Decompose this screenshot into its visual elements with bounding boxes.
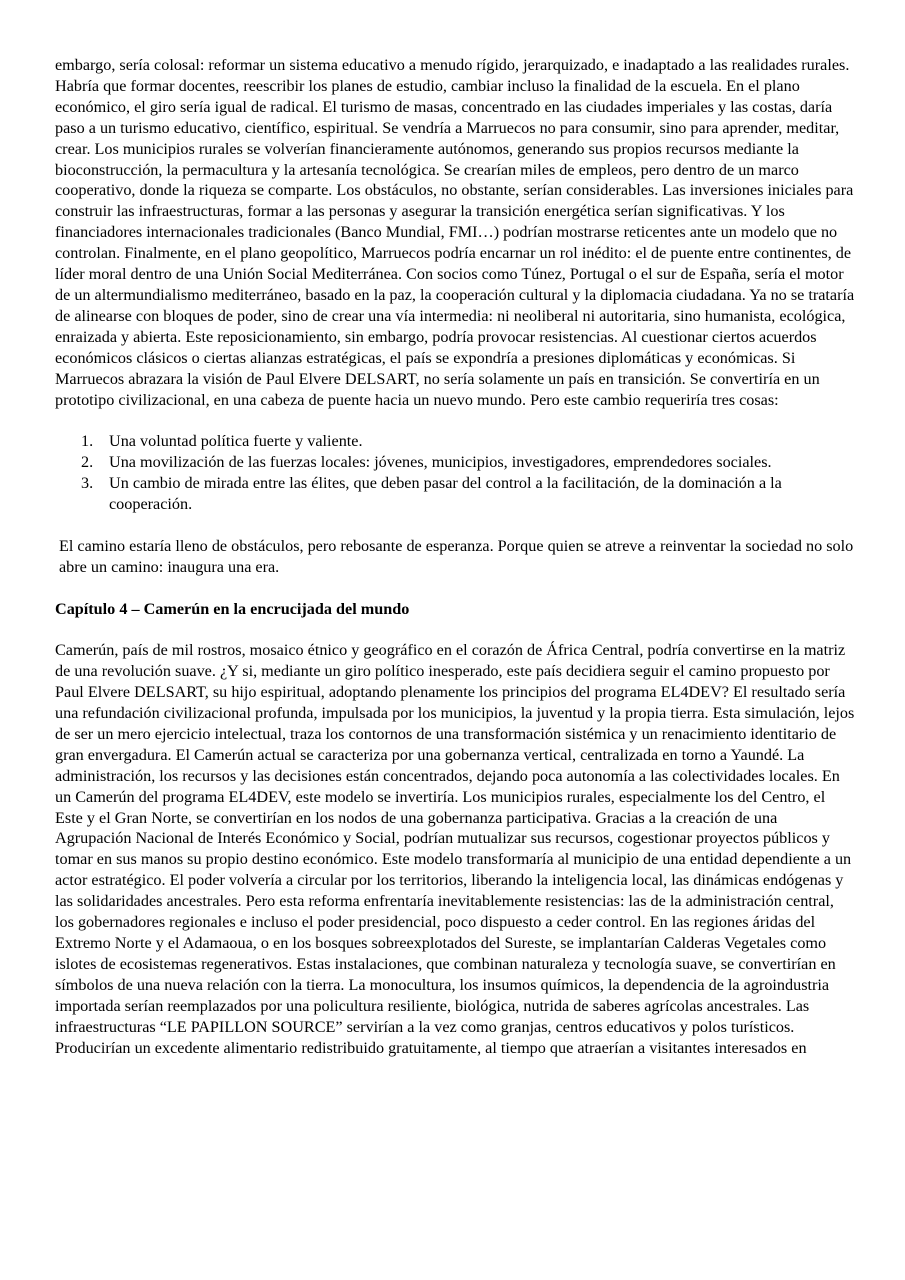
document-page [55,55,855,1058]
list-item [55,473,855,515]
spacer [55,619,855,640]
list-item-number: 1. [81,432,94,451]
list-item-text: Una movilización de las fuerzas locales: jóvenes, municipios, investigadores, emprendedores sociales. [109,453,772,472]
requirements-list [55,431,855,515]
list-item-text: Una voluntad política fuerte y valiente. [109,432,363,451]
closing-paragraph: El camino estaría lleno de obstáculos, pero rebosante de esperanza. Porque quien se atreve a reinventar la sociedad no solo abre un camino: inaugura una era. [59,536,854,576]
list-item-text: Un cambio de mirada entre las élites, que deben pasar del control a la facilitación, de la dominación a la cooperación. [109,474,782,514]
spacer [55,515,855,536]
list-item [55,452,855,473]
intro-paragraph: embargo, sería colosal: reformar un sistema educativo a menudo rígido, jerarquizado, e inadaptado a las realidades rurales. Habría que formar docentes, reescribir los planes de estudio, cambiar incluso la finalidad de la escuela. En el plano económico, el giro sería igual de radical. El turismo de masas, concentrado en las ciudades imperiales y las costas, daría paso a un turismo educativo, científico, espiritual. Se vendría a Marruecos no para consumir, sino para aprender, meditar, crear. Los municipios rurales se volverían financieramente autónomos, generando sus propios recursos mediante la bioconstrucción, la permacultura y la artesanía tecnológica. Se crearían miles de empleos, pero dentro de un marco cooperativo, donde la riqueza se comparte. Los obstáculos, no obstante, serían considerables. Las inversiones iniciales para construir las infraestructuras, formar a las personas y asegurar la transición energética serían significativas. Y los financiadores internacionales tradicionales (Banco Mundial, FMI…) podrían mostrarse reticentes ante un modelo que no controlan. Finalmente, en el plano geopolítico, Marruecos podría encarnar un rol inédito: el de puente entre continentes, de líder moral dentro de una Unión Social Mediterránea. Con socios como Túnez, Portugal o el sur de España, sería el motor de un altermundialismo mediterráneo, basado en la paz, la cooperación cultural y la diplomacia ciudadana. Ya no se trataría de alinearse con bloques de poder, sino de crear una vía intermedia: ni neoliberal ni autoritaria, sino humanista, ecológica, enraizada y abierta. Este reposicionamiento, sin embargo, podría provocar resistencias. Al cuestionar ciertos acuerdos económicos clásicos o ciertas alianzas estratégicas, el país se expondría a presiones diplomáticas y económicas. Si Marruecos abrazara la visión de Paul Elvere DELSART, no sería solamente un país en transición. Se convertiría en un prototipo civilizacional, en una cabeza de puente hacia un nuevo mundo. Pero este cambio requeriría tres cosas: [55,56,855,409]
spacer [55,410,855,431]
list-item-number: 3. [81,474,94,493]
chapter-paragraph: Camerún, país de mil rostros, mosaico étnico y geográfico en el corazón de África Central, podría convertirse en la matriz de una revolución suave. ¿Y si, mediante un giro político inesperado, este país decidiera seguir el camino propuesto por Paul Elvere DELSART, su hijo espiritual, adoptando plenamente los principios del programa EL4DEV? El resultado sería una refundación civilizacional profunda, impulsada por los municipios, la juventud y la propia tierra. Esta simulación, lejos de ser un mero ejercicio intelectual, traza los contornos de una transformación sistémica y un renacimiento identitario de gran envergadura. El Camerún actual se caracteriza por una gobernanza vertical, centralizada en torno a Yaundé. La administración, los recursos y las decisiones están concentrados, dejando poca autonomía a las colectividades locales. En un Camerún del programa EL4DEV, este modelo se invertiría. Los municipios rurales, especialmente los del Centro, el Este y el Gran Norte, se convertirían en los nodos de una gobernanza participativa. Gracias a la creación de una Agrupación Nacional de Interés Económico y Social, podrían mutualizar sus recursos, cogestionar proyectos públicos y tomar en sus manos su propio destino económico. Este modelo transformaría al municipio de una entidad dependiente a un actor estratégico. El poder volvería a circular por los territorios, liberando la inteligencia local, las dinámicas endógenas y las solidaridades ancestrales. Pero esta reforma enfrentaría inevitablemente resistencias: las de la administración central, los gobernadores regionales e incluso el poder presidencial, poco dispuesto a ceder control. En las regiones áridas del Extremo Norte y el Adamaoua, o en los bosques sobreexplotados del Sureste, se implantarían Calderas Vegetales como islotes de ecosistemas regenerativos. Estas instalaciones, que combinan naturaleza y tecnología suave, se convertirían en símbolos de una nueva relación con la tierra. La monocultura, los insumos químicos, la dependencia de la agroindustria importada serían reemplazados por una policultura resiliente, biológica, nutrida de saberes agrícolas ancestrales. Las infraestructuras “LE PAPILLON SOURCE” servirían a la vez como granjas, centros educativos y polos turísticos. Producirían un excedente alimentario redistribuido gratuitamente, al tiempo que atraerían a visitantes interesados en [55,641,855,1057]
list-item [55,431,855,452]
list-item-number: 2. [81,453,94,472]
chapter-heading: Capítulo 4 – Camerún en la encrucijada del mundo [55,599,410,618]
spacer [55,578,855,599]
